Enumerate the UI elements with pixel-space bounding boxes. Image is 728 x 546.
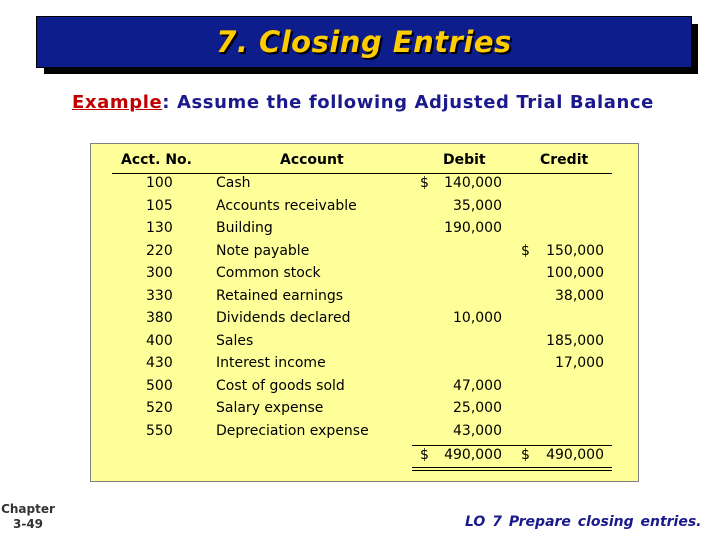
- debit-cell: 35,000: [453, 197, 502, 214]
- total-line: [412, 445, 612, 446]
- acct-no-cell: 380: [146, 310, 173, 326]
- account-name-cell: Cash: [216, 175, 251, 191]
- double-underline-bottom: [412, 470, 612, 471]
- debit-cell: 47,000: [453, 377, 502, 394]
- chapter-text: Chapter: [1, 502, 55, 516]
- acct-no-cell: 430: [146, 355, 173, 371]
- debit-cell: 190,000: [444, 220, 502, 236]
- account-name-cell: Building: [216, 220, 273, 236]
- subtitle: [72, 92, 654, 113]
- page-title: 7. Closing Entries: [216, 25, 512, 59]
- acct-no-cell: 100: [146, 175, 173, 191]
- learning-objective: LO 7 Prepare closing entries.: [465, 514, 702, 530]
- acct-no-cell: 330: [146, 287, 173, 304]
- account-name-cell: Note payable: [216, 242, 310, 259]
- acct-no-cell: 520: [146, 400, 173, 416]
- credit-sign-cell: $: [521, 242, 530, 259]
- account-name-cell: Interest income: [216, 355, 326, 371]
- account-name-cell: Cost of goods sold: [216, 377, 345, 394]
- total-credit: 490,000: [546, 447, 604, 463]
- total-debit: 490,000: [444, 447, 502, 463]
- account-name-cell: Dividends declared: [216, 310, 351, 326]
- credit-cell: 150,000: [546, 242, 604, 259]
- acct-no-cell: 130: [146, 220, 173, 236]
- acct-no-cell: 550: [146, 422, 173, 439]
- acct-no-cell: 105: [146, 197, 173, 214]
- page-number: 3-49: [12, 517, 44, 531]
- debit-cell: 25,000: [453, 400, 502, 416]
- account-name-cell: Retained earnings: [216, 287, 344, 304]
- debit-cell: 10,000: [453, 310, 502, 326]
- acct-no-cell: 500: [146, 377, 173, 394]
- chapter-label: [0, 502, 56, 532]
- header-acct-no: Acct. No.: [121, 152, 192, 168]
- debit-cell: 140,000: [444, 175, 502, 191]
- credit-cell: 185,000: [546, 332, 604, 349]
- account-name-cell: Accounts receivable: [216, 197, 357, 214]
- header-account: Account: [280, 152, 344, 168]
- credit-cell: 17,000: [555, 355, 604, 371]
- acct-no-cell: 400: [146, 332, 173, 349]
- debit-sign-cell: $: [420, 175, 429, 191]
- total-credit-sign: $: [521, 447, 530, 463]
- title-bar: [36, 16, 692, 68]
- acct-no-cell: 300: [146, 265, 173, 281]
- account-name-cell: Depreciation expense: [216, 422, 369, 439]
- subtitle-text: : Assume the following Adjusted Trial Balance: [162, 92, 654, 113]
- account-name-cell: Salary expense: [216, 400, 324, 416]
- acct-no-cell: 220: [146, 242, 173, 259]
- account-name-cell: Common stock: [216, 265, 321, 281]
- account-name-cell: Sales: [216, 332, 254, 349]
- example-label: Example: [72, 92, 163, 113]
- double-underline-top: [412, 467, 612, 468]
- credit-cell: 38,000: [555, 287, 604, 304]
- credit-cell: 100,000: [546, 265, 604, 281]
- header-credit: Credit: [540, 152, 589, 168]
- header-debit: Debit: [443, 152, 486, 168]
- total-debit-sign: $: [420, 447, 429, 463]
- header-underline: [112, 173, 612, 174]
- debit-cell: 43,000: [453, 422, 502, 439]
